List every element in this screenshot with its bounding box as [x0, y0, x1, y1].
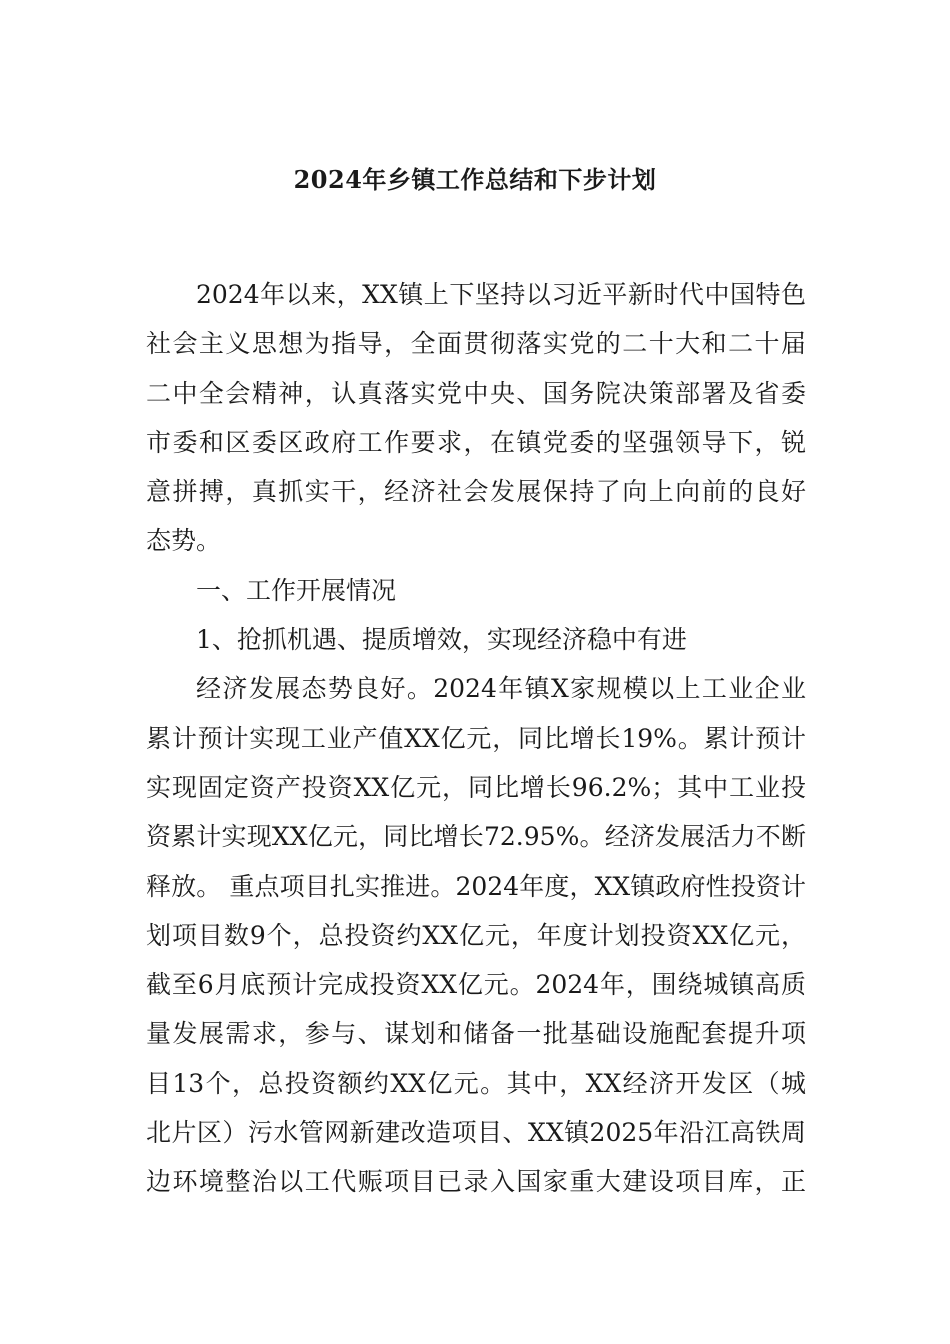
body-line: 经济发展态势良好。2024年镇X家规模以上工业企业	[196, 674, 806, 704]
body-line: 北片区）污水管网新建改造项目、XX镇2025年沿江高铁周	[146, 1118, 806, 1148]
body-line: 态势。	[146, 526, 222, 556]
body-line: 释放。 重点项目扎实推进。2024年度，XX镇政府性投资计	[146, 871, 806, 901]
document-title: 2024年乡镇工作总结和下步计划	[293, 165, 657, 194]
body-line: 累计预计实现工业产值XX亿元，同比增长19%。累计预计	[146, 723, 806, 753]
body-line: 2024年以来，XX镇上下坚持以习近平新时代中国特色	[196, 280, 806, 309]
body-line: 实现固定资产投资XX亿元，同比增长96.2%；其中工业投	[146, 772, 806, 802]
document-body	[146, 270, 806, 1207]
body-line: 一、工作开展情况	[196, 575, 397, 605]
body-line: 目13个，总投资额约XX亿元。其中，XX经济开发区（城	[146, 1068, 806, 1098]
body-line: 划项目数9个，总投资约XX亿元，年度计划投资XX亿元，	[146, 920, 806, 950]
body-line: 意拼搏，真抓实干，经济社会发展保持了向上向前的良好	[146, 477, 806, 507]
body-line: 截至6月底预计完成投资XX亿元。2024年，围绕城镇高质	[146, 970, 806, 1000]
body-line: 1、抢抓机遇、提质增效，实现经济稳中有进	[196, 625, 687, 655]
body-line: 量发展需求，参与、谋划和储备一批基础设施配套提升项	[146, 1019, 806, 1049]
body-line: 社会主义思想为指导，全面贯彻落实党的二十大和二十届	[146, 329, 806, 359]
body-line: 二中全会精神，认真落实党中央、国务院决策部署及省委	[146, 378, 806, 408]
body-line: 边环境整治以工代赈项目已录入国家重大建设项目库，正	[146, 1167, 806, 1197]
body-line: 资累计实现XX亿元，同比增长72.95%。经济发展活力不断	[146, 822, 806, 852]
body-line: 市委和区委区政府工作要求，在镇党委的坚强领导下，锐	[146, 427, 806, 457]
